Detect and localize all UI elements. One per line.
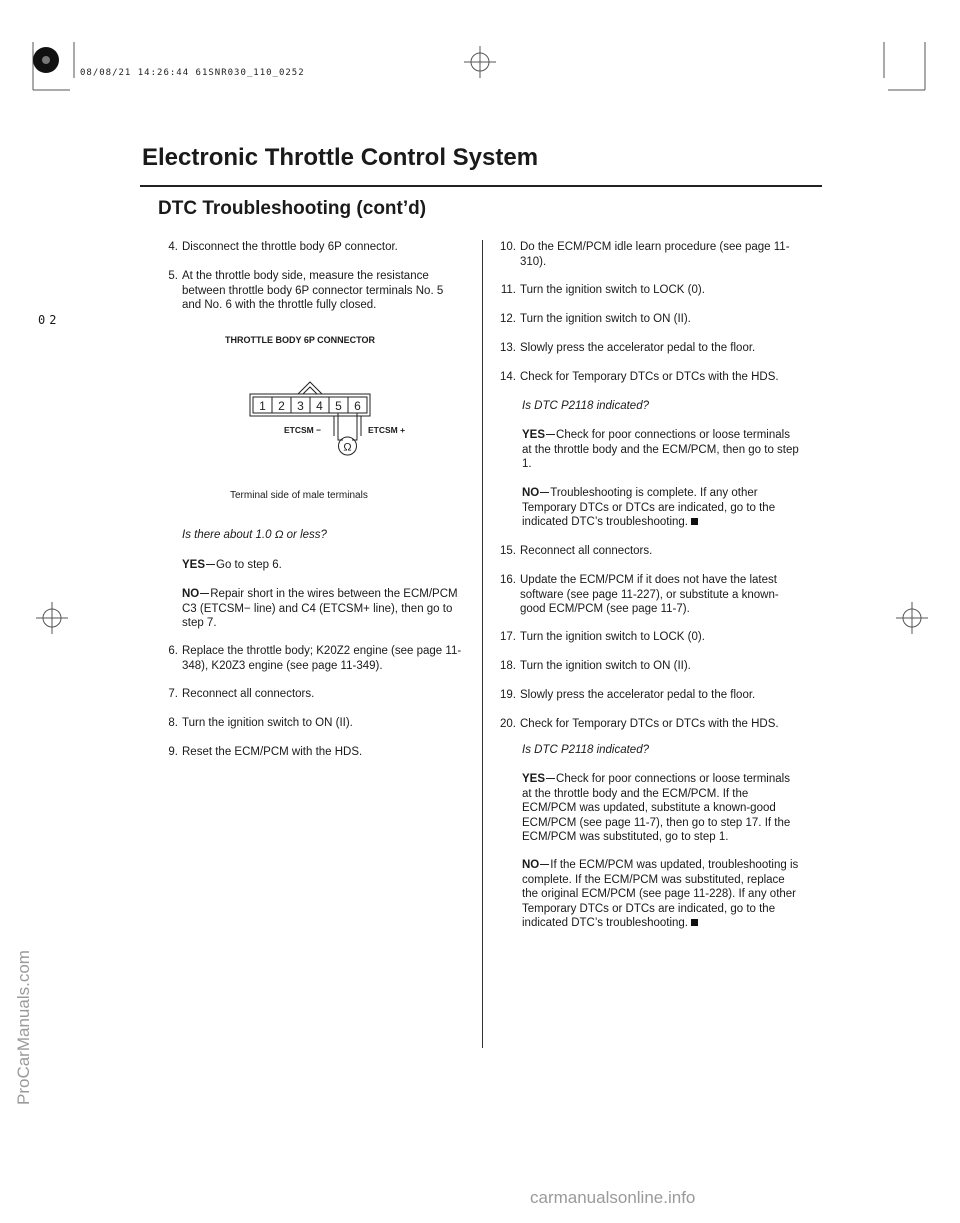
step-14: 14. Check for Temporary DTCs or DTCs with the HDS. xyxy=(500,371,779,383)
step-11: 11. Turn the ignition switch to LOCK (0). xyxy=(500,284,705,296)
step-9: 9. Reset the ECM/PCM with the HDS. xyxy=(168,746,363,758)
step-number: 5. xyxy=(168,270,178,282)
pin-label: 2 xyxy=(278,399,285,413)
step-5 xyxy=(162,269,462,313)
question-resistance: Is there about 1.0 Ω or less? xyxy=(182,529,327,541)
ohmmeter-symbol: Ω xyxy=(343,441,352,454)
etcsm-plus-label: ETCSM + xyxy=(368,425,406,435)
step-19: 19. Slowly press the accelerator pedal to the floor. xyxy=(500,689,756,701)
answer-yes-2: YES Check for poor connections or loose terminals at the throttle body and the ECM/PCM. If the ECM/PCM was updated, substitute a known-good ECM/PCM (see page 11-7), then go to step 17. If the ECM/PCM was substituted, go to step 1. xyxy=(522,773,791,843)
pin-label: 3 xyxy=(297,399,304,413)
answer-no-1: NO Troubleshooting is complete. If any other Temporary DTCs or DTCs are indicated, go to the indicated DTC’s troubleshooting. xyxy=(522,487,776,528)
answer-yes: YES Go to step 6. xyxy=(182,559,282,571)
step-10: 10. Do the ECM/PCM idle learn procedure (see page 11-310). xyxy=(500,241,790,268)
step-16: 16. Update the ECM/PCM if it does not have the latest software (see page 11-227), or substitute a known-good ECM/PCM (see page 11-7). xyxy=(500,574,779,615)
step-text: Disconnect the throttle body 6P connector. xyxy=(182,241,398,253)
footer-watermark: carmanualsonline.info xyxy=(530,1188,696,1207)
section-title: Electronic Throttle Control System xyxy=(142,144,539,171)
step-20: 20. Check for Temporary DTCs or DTCs with the HDS. xyxy=(500,718,779,730)
step-15: 15. Reconnect all connectors. xyxy=(500,545,653,557)
print-stamp: 08/08/21 14:26:44 61SNR030_110_0252 xyxy=(80,68,305,78)
step-number: 4. xyxy=(168,241,178,253)
step-4 xyxy=(162,240,462,255)
step-18: 18. Turn the ignition switch to ON (II). xyxy=(500,660,691,672)
pin-label: 5 xyxy=(335,399,342,413)
step-8: 8. Turn the ignition switch to ON (II). xyxy=(168,717,353,729)
answer-yes-1: YES Check for poor connections or loose terminals at the throttle body and the ECM/PCM, then go to step 1. xyxy=(522,429,799,470)
step-7: 7. Reconnect all connectors. xyxy=(168,688,315,700)
subsection-title: DTC Troubleshooting (cont’d) xyxy=(158,198,427,219)
answer-no-2: NO If the ECM/PCM was updated, troubleshooting is complete. If the ECM/PCM was substituted, replace the original ECM/PCM (see page 11-228). If any other Temporary DTCs or DTCs are indicated, go to the indicated DTC’s troubleshooting. xyxy=(522,859,799,929)
step-text: At the throttle body side, measure the resistance between throttle body 6P connector terminals No. 5 and No. 6 with the throttle fully closed. xyxy=(182,270,444,311)
side-watermark: ProCarManuals.com xyxy=(14,950,33,1105)
question-dtc-1: Is DTC P2118 indicated? xyxy=(522,400,649,412)
end-mark-icon xyxy=(691,919,698,926)
etcsm-minus-label: ETCSM − xyxy=(284,425,322,435)
step-12: 12. Turn the ignition switch to ON (II). xyxy=(500,313,691,325)
pin-label: 6 xyxy=(354,399,361,413)
end-mark-icon xyxy=(691,518,698,525)
step-6: 6. Replace the throttle body; K20Z2 engine (see page 11-348), K20Z3 engine (see page 11-349). xyxy=(168,645,462,672)
column-divider xyxy=(482,240,483,1048)
diagram-caption: Terminal side of male terminals xyxy=(230,490,368,501)
pin-label: 4 xyxy=(316,399,323,413)
title-rule xyxy=(140,185,822,187)
page-ref: 02 xyxy=(38,313,61,327)
pin-label: 1 xyxy=(259,399,266,413)
diagram-title: THROTTLE BODY 6P CONNECTOR xyxy=(225,335,376,345)
step-13: 13. Slowly press the accelerator pedal to the floor. xyxy=(500,342,756,354)
answer-no: NO Repair short in the wires between the ECM/PCM C3 (ETCSM− line) and C4 (ETCSM+ line), then go to step 7. xyxy=(182,588,458,629)
question-dtc-2: Is DTC P2118 indicated? xyxy=(522,744,649,756)
step-17: 17. Turn the ignition switch to LOCK (0). xyxy=(500,631,705,643)
